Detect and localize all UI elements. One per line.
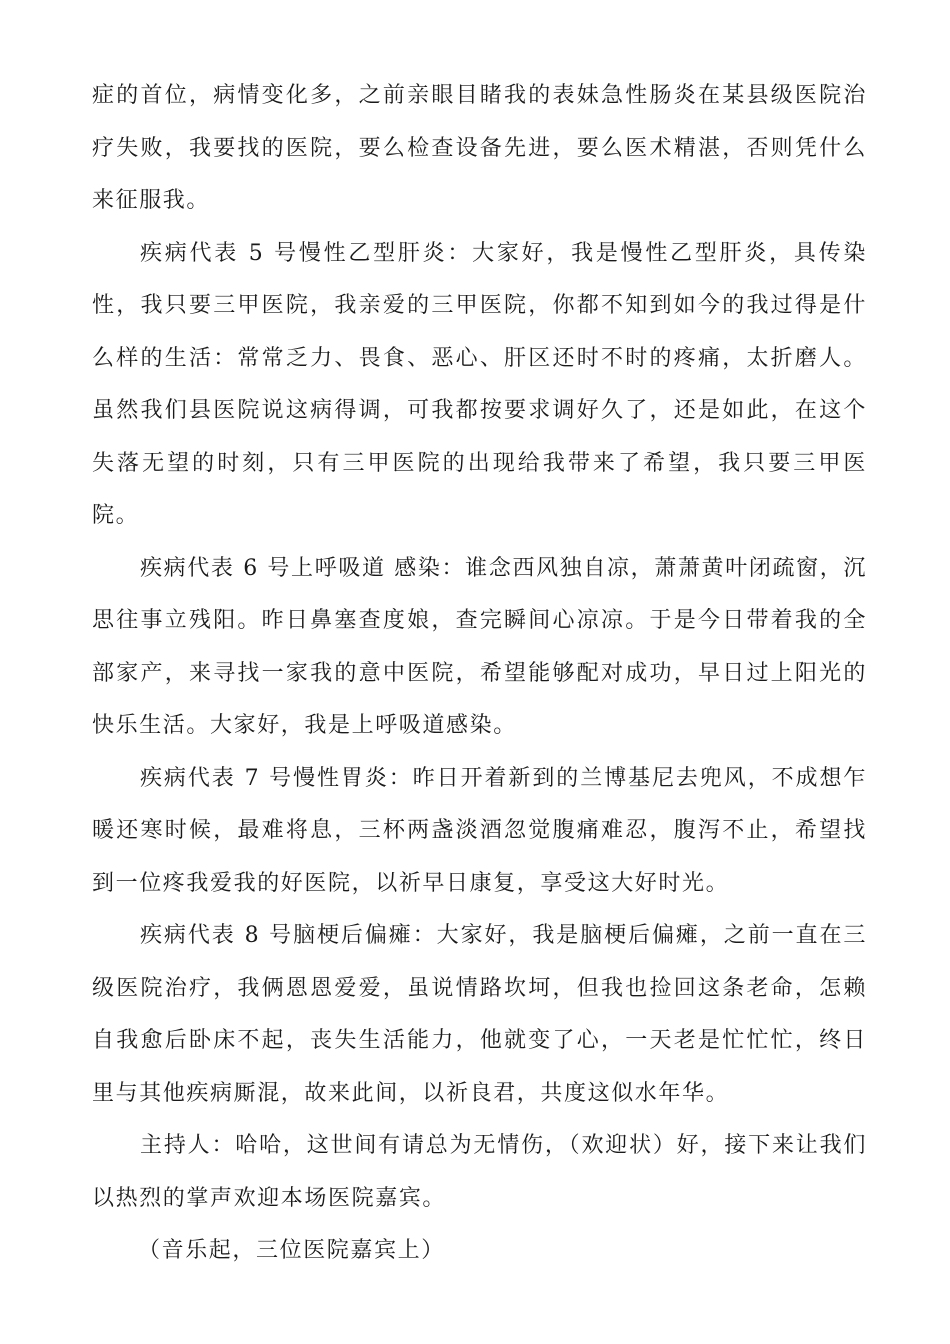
paragraph-disease-6: 疾病代表 6 号上呼吸道 感染：谁念西风独自凉，萧萧黄叶闭疏窗，沉思往事立残阳。昨日鼻塞查度娘，查完瞬间心凉凉。于是今日带着我的全部家产，来寻找一家我的意中医院，希望能够配对成功，早日过上阳光的快乐生活。大家好，我是上呼吸道感染。 (92, 555, 867, 738)
paragraph-host: 主持人：哈哈，这世间有请总为无情伤，（欢迎状）好，接下来让我们以热烈的掌声欢迎本场医院嘉宾。 (92, 1133, 867, 1211)
paragraph-disease-7: 疾病代表 7 号慢性胃炎：昨日开着新到的兰博基尼去兜风，不成想乍暖还寒时候，最难将息，三杯两盏淡酒忽觉腹痛难忍，腹泻不止，希望找到一位疼我爱我的好医院，以祈早日康复，享受这大好时光。 (92, 765, 867, 896)
paragraph-stage-direction: （音乐起，三位医院嘉宾上） (138, 1238, 445, 1263)
paragraph-disease-5: 疾病代表 5 号慢性乙型肝炎：大家好，我是慢性乙型肝炎，具传染性，我只要三甲医院，我亲爱的三甲医院，你都不知到如今的我过得是什么样的生活：常常乏力、畏食、恶心、肝区还时不时的疼痛，太折磨人。虽然我们县医院说这病得调，可我都按要求调好久了，还是如此，在这个失落无望的时刻，只有三甲医院的出现给我带来了希望，我只要三甲医院。 (92, 240, 867, 528)
paragraph-continuation: 症的首位，病情变化多，之前亲眼目睹我的表妹急性肠炎在某县级医院治疗失败，我要找的医院，要么检查设备先进，要么医术精湛，否则凭什么来征服我。 (92, 83, 867, 213)
document-body (92, 70, 867, 1278)
paragraph-disease-8: 疾病代表 8 号脑梗后偏瘫：大家好，我是脑梗后偏瘫，之前一直在三级医院治疗，我俩恩恩爱爱，虽说情路坎坷，但我也捡回这条老命，怎赖自我愈后卧床不起，丧失生活能力，他就变了心，一天老是忙忙忙，终日里与其他疾病厮混，故来此间，以祈良君，共度这似水年华。 (92, 923, 867, 1106)
